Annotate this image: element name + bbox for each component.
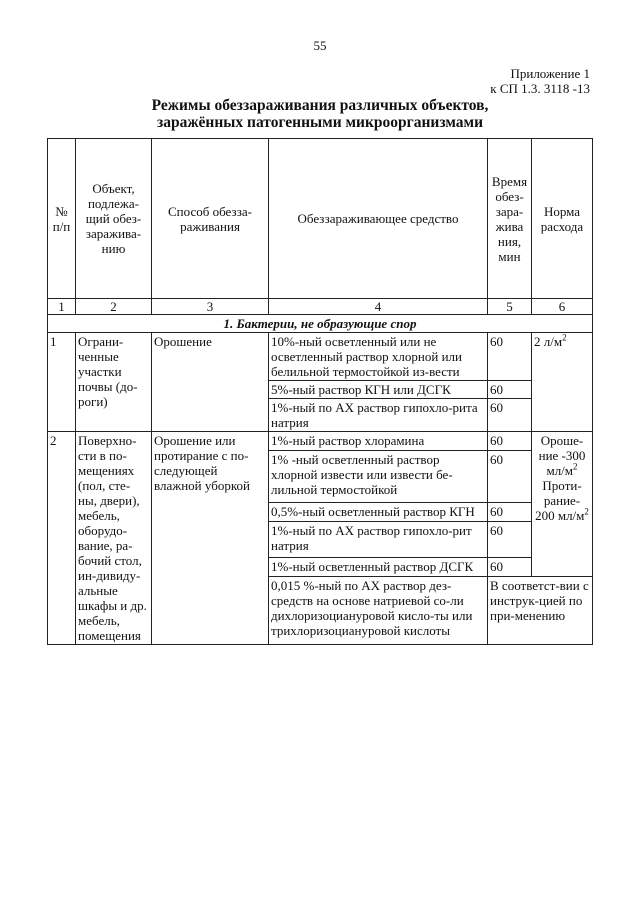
agent-cell: 5%-ный раствор КГН или ДСГК	[269, 381, 488, 399]
norm-cell	[532, 333, 593, 432]
title-line-1: Режимы обеззараживания различных объектов,	[151, 97, 489, 114]
norm-spray: Ороше-ние -300 мл/м	[538, 433, 586, 478]
agent-cell: 1% -ный осветленный раствор хлорной извести или извести бе-лильной термостойкой	[269, 451, 488, 503]
column-number: 2	[76, 299, 152, 315]
norm-value: 2 л/м	[534, 334, 563, 349]
title-line-2: заражённых патогенными микроорганизмами	[156, 114, 484, 131]
header-number: № п/п	[48, 139, 76, 299]
norm-superscript: 2	[584, 506, 589, 517]
disinfection-table	[47, 138, 593, 645]
time-cell: 60	[488, 333, 532, 381]
time-cell: 60	[488, 451, 532, 503]
time-cell: 60	[488, 557, 532, 576]
time-norm-cell: В соответст-вии с инструк-цией по при-менению	[488, 577, 593, 645]
norm-wipe: Прoти-рание- 200 мл/м	[535, 478, 585, 523]
agent-cell: 1%-ный по АХ раствор гипохло-рит натрия	[269, 522, 488, 558]
norm-cell	[532, 432, 593, 577]
agent-cell: 1%-ный по АХ раствор гипохло-рита натрия	[269, 399, 488, 432]
row-number: 1	[48, 333, 76, 432]
table-row	[48, 432, 593, 451]
column-number: 6	[532, 299, 593, 315]
column-numbers-row	[48, 299, 593, 315]
row-number: 2	[48, 432, 76, 645]
document-title	[0, 97, 640, 131]
header-norm: Норма расхода	[532, 139, 593, 299]
method-cell: Орошение	[152, 333, 269, 432]
header-agent: Обеззараживающее средство	[269, 139, 488, 299]
page-number: 55	[313, 38, 327, 53]
object-cell: Ограни-ченные участки почвы (до-роги)	[76, 333, 152, 432]
time-cell: 60	[488, 432, 532, 451]
section-title: 1. Бактерии, не образующие спор	[48, 315, 593, 333]
agent-cell: 10%-ный осветленный или не осветленный раствор хлорной или белильной термостойкой из-вести	[269, 333, 488, 381]
time-cell: 60	[488, 522, 532, 558]
header-time: Время обез-зара-жива ния, мин	[488, 139, 532, 299]
object-cell: Поверхно-сти в по-мещениях (пол, сте-ны, двери), мебель, оборудо-вание, ра-бочий стол, ин-дивиду-альные шкафы и др. мебель, помещения	[76, 432, 152, 645]
appendix-reference	[490, 66, 590, 96]
header-method: Способ обезза-раживания	[152, 139, 269, 299]
time-cell: 60	[488, 381, 532, 399]
time-cell: 60	[488, 399, 532, 432]
column-number: 3	[152, 299, 269, 315]
agent-cell: 1%-ный раствор хлорамина	[269, 432, 488, 451]
column-number: 5	[488, 299, 532, 315]
time-cell: 60	[488, 502, 532, 521]
column-number: 4	[269, 299, 488, 315]
appendix-line-1: Приложение 1	[510, 66, 590, 81]
agent-cell: 0,015 %-ный по АХ раствор дез-средств на основе натриевой со-ли дихлоризоциануровой кисло-ты или трихлоризоциануровой кислоты	[269, 577, 488, 645]
method-cell: Орошение или протирание с по-следующей влажной уборкой	[152, 432, 269, 645]
agent-cell: 1%-ный осветленный раствор ДСГК	[269, 557, 488, 576]
section-row	[48, 315, 593, 333]
appendix-line-2: к СП 1.3. 3118 -13	[490, 81, 590, 96]
column-number: 1	[48, 299, 76, 315]
agent-cell: 0,5%-ный осветленный раствор КГН	[269, 502, 488, 521]
norm-superscript: 2	[562, 332, 567, 343]
header-object: Объект, подлежа-щий обез-заражива-нию	[76, 139, 152, 299]
table-row	[48, 333, 593, 381]
norm-superscript: 2	[573, 461, 578, 472]
header-row	[48, 139, 593, 299]
